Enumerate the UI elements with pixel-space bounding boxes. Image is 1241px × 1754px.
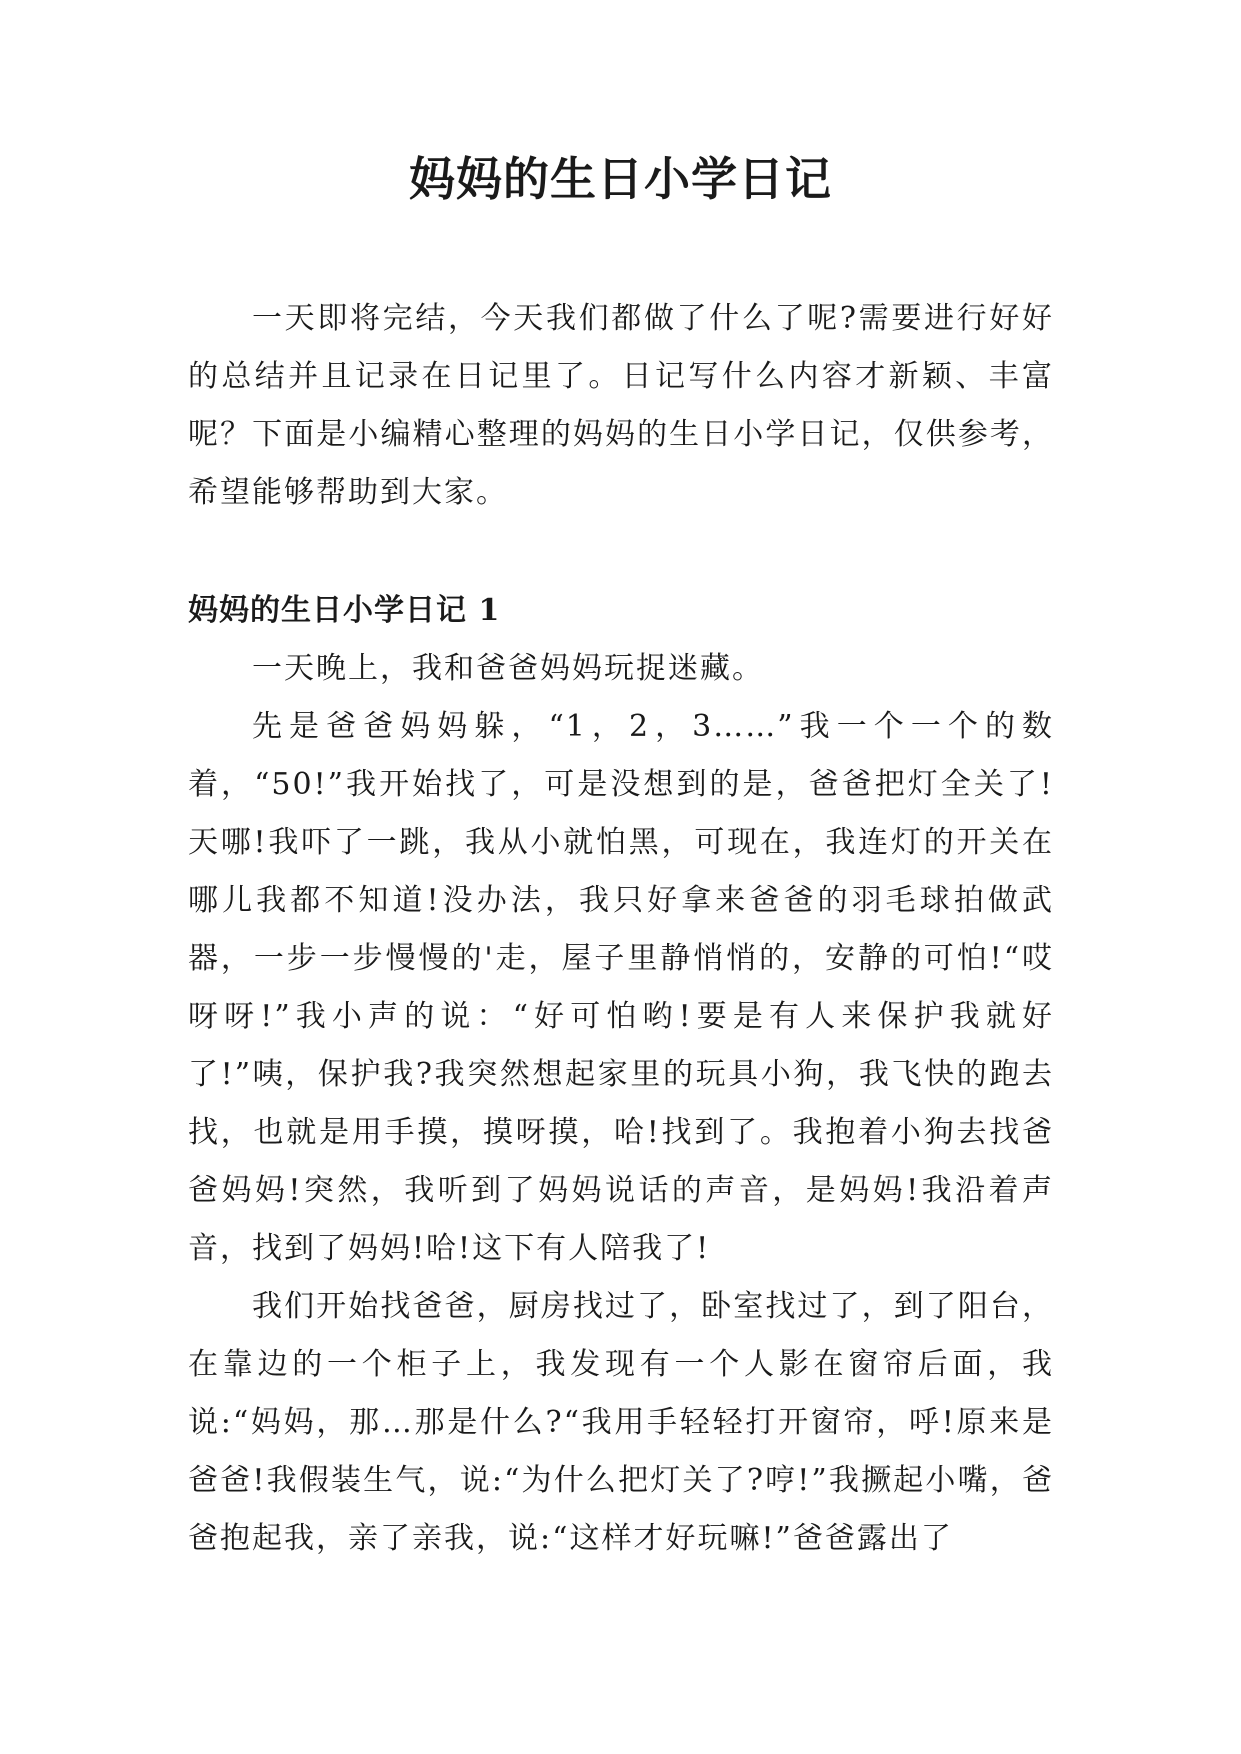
- intro-paragraph: 一天即将完结，今天我们都做了什么了呢?需要进行好好的总结并且记录在日记里了。日记写什么内容才新颖、丰富呢？下面是小编精心整理的妈妈的生日小学日记，仅供参考，希望能够帮助到大家。: [188, 301, 1054, 510]
- body-paragraph-2: 先是爸爸妈妈躲，“1，2，3……”我一个一个的数着，“50!”我开始找了，可是没想到的是，爸爸把灯全关了!天哪!我吓了一跳，我从小就怕黑，可现在，我连灯的开关在哪儿我都不知道!没办法，我只好拿来爸爸的羽毛球拍做武器，一步一步慢慢的'走，屋子里静悄悄的，安静的可怕!“哎呀呀!”我小声的说：“好可怕哟!要是有人来保护我就好了!”咦，保护我?我突然想起家里的玩具小狗，我飞快的跑去找，也就是用手摸，摸呀摸，哈!找到了。我抱着小狗去找爸爸妈妈!突然，我听到了妈妈说话的声音，是妈妈!我沿着声音，找到了妈妈!哈!这下有人陪我了!: [188, 709, 1054, 1266]
- body-paragraph-1: 一天晚上，我和爸爸妈妈玩捉迷藏。: [252, 651, 764, 686]
- document-title: 妈妈的生日小学日记: [409, 152, 832, 206]
- section-heading: 妈妈的生日小学日记 1: [188, 593, 501, 628]
- body-paragraph-3: 我们开始找爸爸，厨房找过了，卧室找过了，到了阳台，在靠边的一个柜子上，我发现有一个人影在窗帘后面，我说:“妈妈，那…那是什么?“我用手轻轻打开窗帘，呼!原来是爸爸!我假装生气，说:“为什么把灯关了?哼!”我撅起小嘴，爸爸抱起我，亲了亲我，说:“这样才好玩嘛!”爸爸露出了: [188, 1289, 1054, 1556]
